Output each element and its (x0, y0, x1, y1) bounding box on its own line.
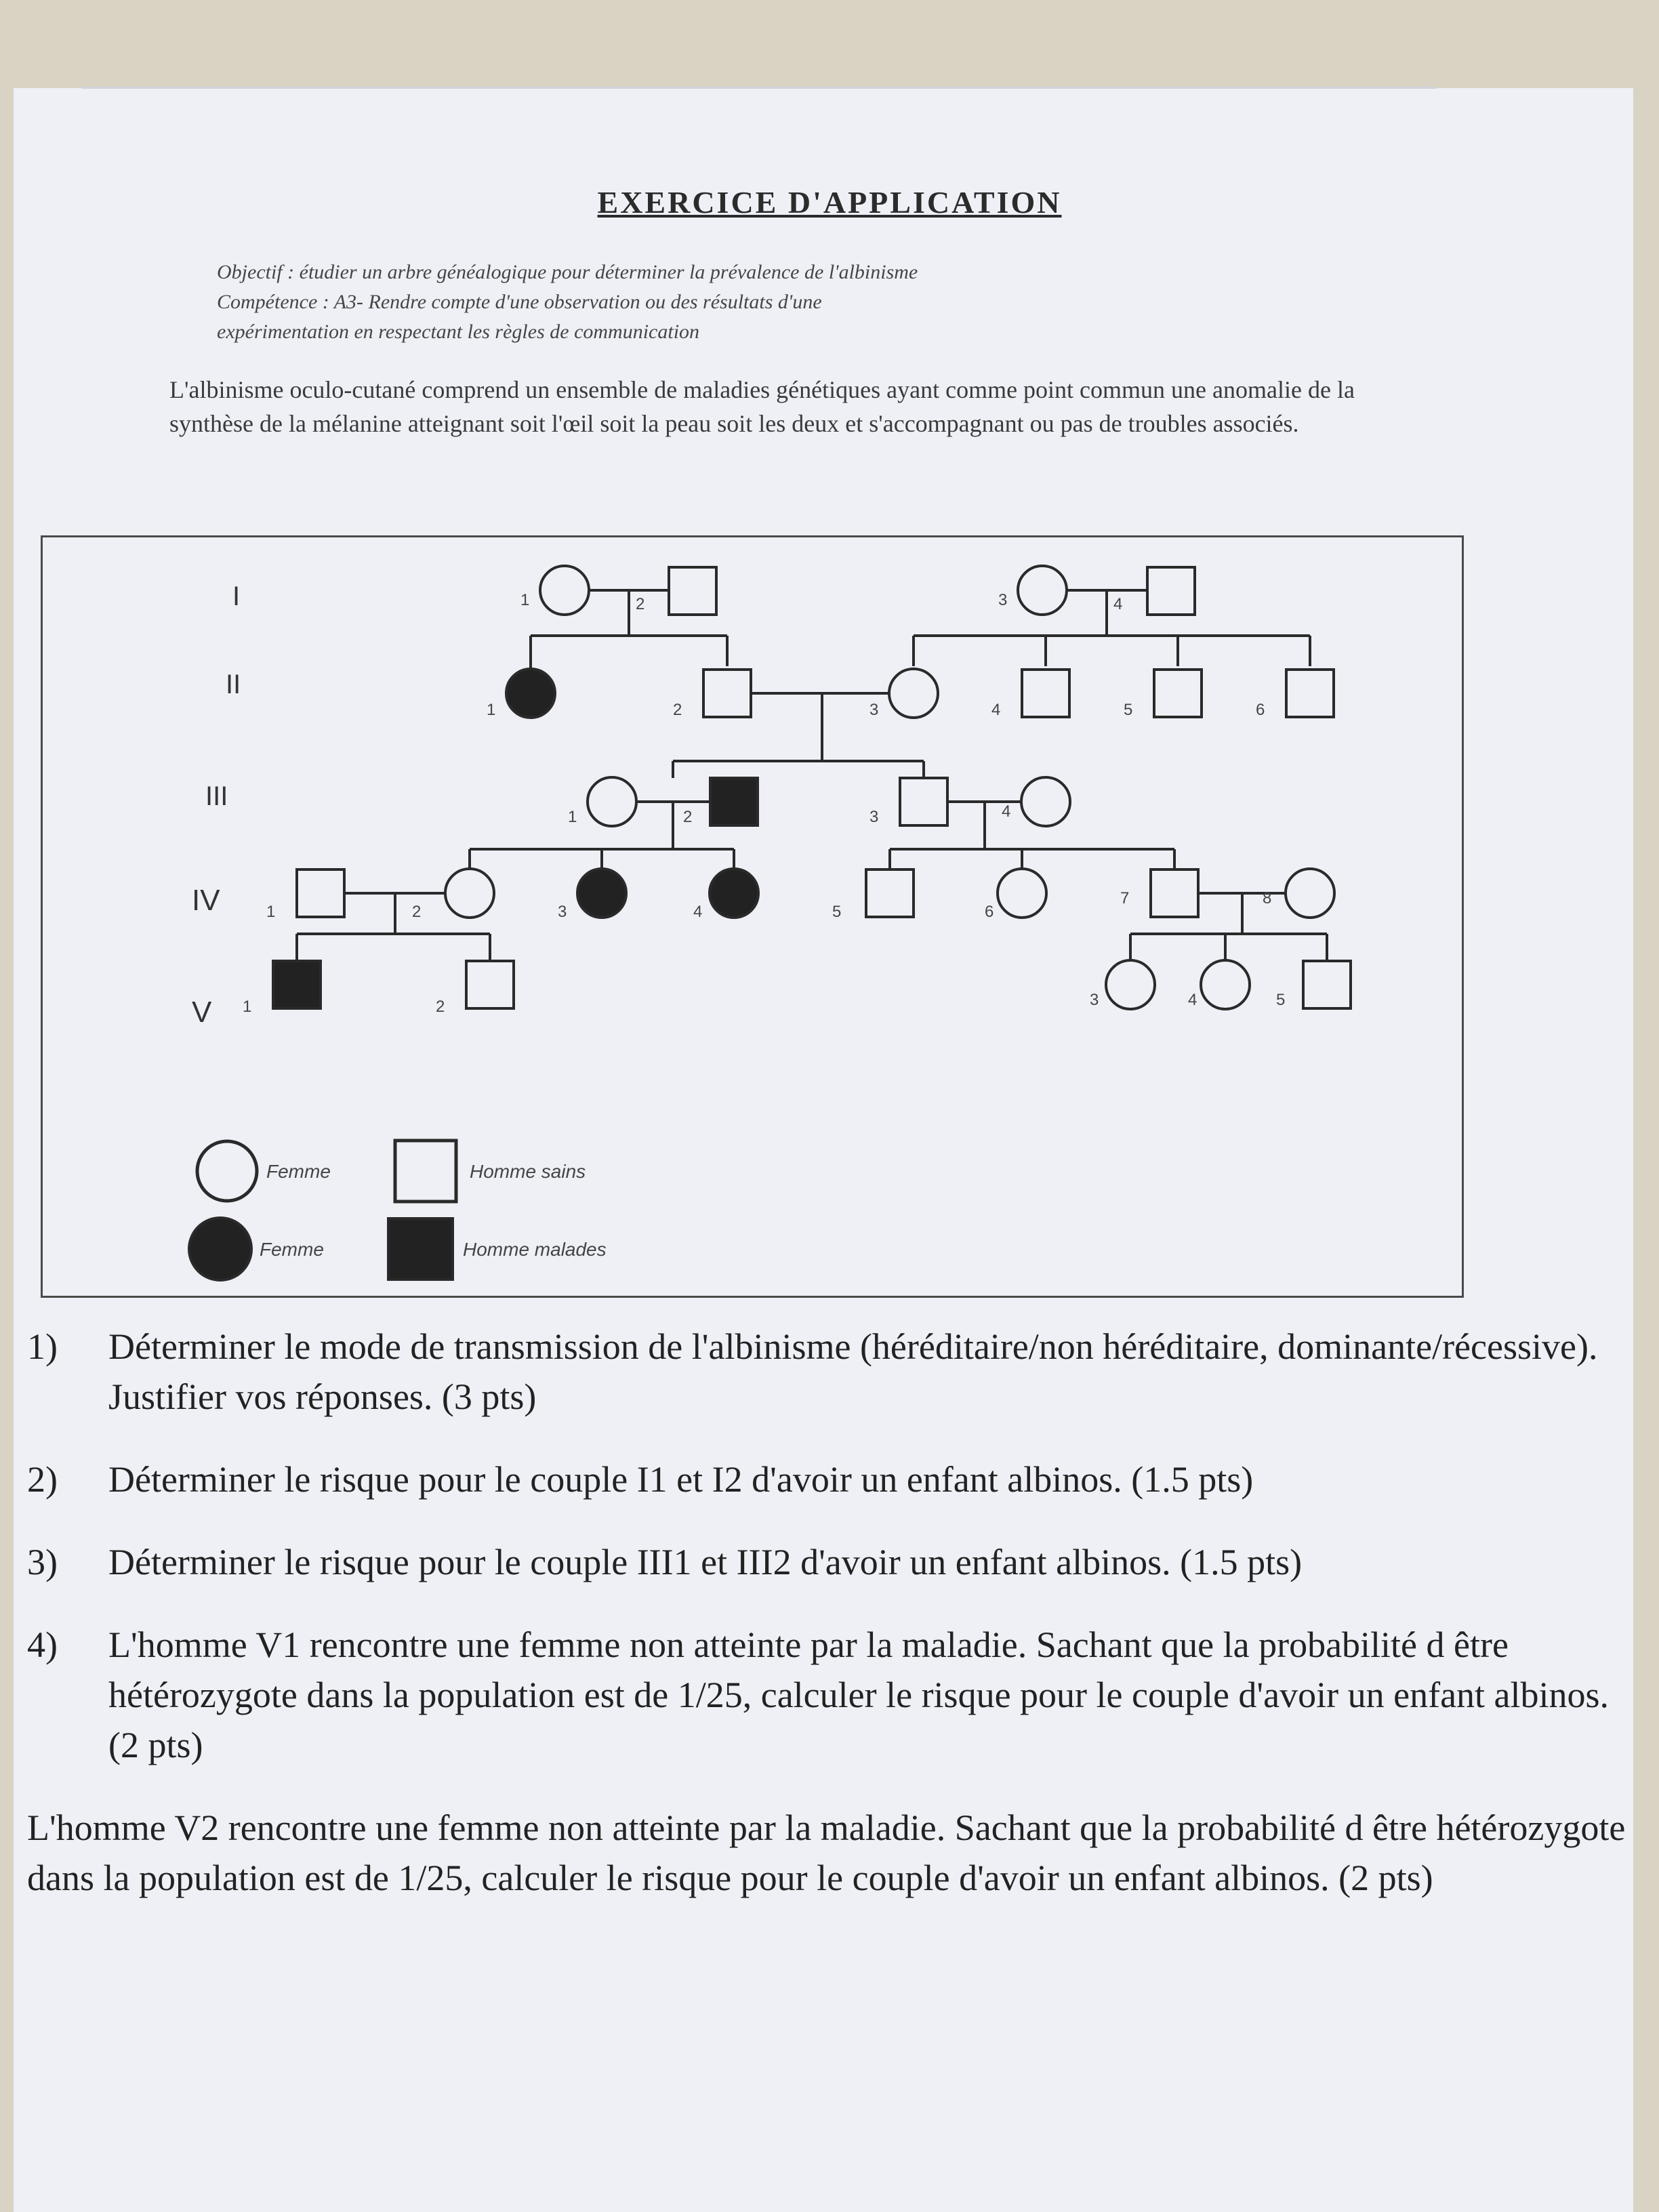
V2-num: 2 (436, 998, 445, 1016)
IV2-num: 2 (412, 903, 422, 921)
I4-male (1147, 567, 1195, 615)
question-text: L'homme V2 rencontre une femme non atteinte par la maladie. Sachant que la probabilité d être hétérozygote dans la population est de 1/25, calculer le risque pour le couple d'avoir un enfant albinos. (2 pts) (27, 1807, 1626, 1898)
IV1-num: 1 (266, 903, 276, 921)
III1-num: 1 (568, 808, 577, 826)
question-2 (27, 1454, 1640, 1504)
II2-male (703, 670, 751, 717)
question-number: 3) (27, 1542, 58, 1582)
II4-male (1022, 670, 1069, 717)
IV6-num: 6 (985, 903, 994, 921)
II3-num: 3 (869, 701, 879, 719)
gen-label-III: III (205, 781, 228, 811)
V3-female (1106, 960, 1155, 1009)
I2-num: 2 (636, 595, 645, 613)
intro-paragraph: L'albinisme oculo-cutané comprend un ensemble de maladies génétiques ayant comme point commun une anomalie de la synthèse de la mélanine atteignant soit l'œil soit la peau soit les deux et s'accompagnant ou pas de troubles associés. (169, 376, 1355, 437)
II2-num: 2 (673, 701, 682, 719)
gen-label-II: II (226, 670, 241, 699)
IV5-male (866, 869, 914, 917)
II6-male (1286, 670, 1334, 717)
II5-num: 5 (1124, 701, 1133, 719)
competence-line: Compétence : A3- Rendre compte d'une observation ou des résultats d'une (217, 291, 822, 313)
legend-affected-female: Femme (260, 1239, 324, 1260)
II5-male (1154, 670, 1202, 717)
IV8-female (1286, 869, 1334, 918)
objective-block (217, 258, 1369, 347)
gen-label-I: I (232, 581, 241, 611)
question-text: Déterminer le mode de transmission de l'albinisme (héréditaire/non héréditaire, dominante/récessive). Justifier vos réponses. (3 pts) (108, 1326, 1598, 1417)
V4-female (1201, 960, 1250, 1009)
sheet-edge (81, 87, 1437, 89)
pedigree-svg (43, 537, 1466, 1300)
IV7-male (1151, 869, 1198, 917)
III1-female (588, 777, 636, 826)
IV5-num: 5 (832, 903, 842, 921)
III2-num: 2 (683, 808, 693, 826)
II6-num: 6 (1256, 701, 1265, 719)
I1-num: 1 (520, 591, 530, 609)
I4-num: 4 (1113, 595, 1123, 613)
IV1-male (297, 869, 344, 917)
legend-affected-male: Homme malades (463, 1239, 607, 1260)
II1-female-affected (506, 669, 555, 718)
pedigree-chart (41, 535, 1464, 1298)
legend-healthy-male: Homme sains (470, 1161, 586, 1182)
III4-num: 4 (1002, 802, 1011, 821)
V1-num: 1 (243, 998, 252, 1016)
IV8-num: 8 (1263, 889, 1272, 907)
objective-line: Objectif : étudier un arbre généalogique pour déterminer la prévalence de l'albinisme (217, 261, 918, 283)
I2-male (669, 567, 716, 615)
questions-list (27, 1322, 1640, 1936)
legend-healthy-female: Femme (266, 1161, 331, 1182)
I1-female (540, 566, 589, 615)
question-number: 4) (27, 1624, 58, 1665)
V1-male-affected (273, 961, 321, 1008)
II3-female (889, 669, 938, 718)
III4-female (1021, 777, 1070, 826)
V5-male (1303, 961, 1351, 1008)
IV2-female (445, 869, 494, 918)
II4-num: 4 (991, 701, 1001, 719)
IV3-female-affected (577, 869, 626, 918)
gen-label-IV: IV (192, 884, 220, 917)
question-5 (27, 1803, 1640, 1903)
I3-female (1018, 566, 1067, 615)
legend-healthy-male-icon (395, 1141, 456, 1202)
V2-male (466, 961, 514, 1008)
IV4-num: 4 (693, 903, 703, 921)
III3-male (900, 778, 947, 825)
V4-num: 4 (1188, 991, 1197, 1009)
legend-affected-female-icon (189, 1218, 251, 1280)
legend-affected-male-icon (388, 1218, 453, 1279)
II1-num: 1 (487, 701, 496, 719)
question-text: Déterminer le risque pour le couple I1 et I2 d'avoir un enfant albinos. (1.5 pts) (108, 1459, 1254, 1500)
IV3-num: 3 (558, 903, 567, 921)
IV6-female (998, 869, 1046, 918)
V5-num: 5 (1276, 991, 1286, 1009)
competence-line-cont: expérimentation en respectant les règles de communication (217, 321, 700, 343)
question-number: 1) (27, 1326, 58, 1367)
question-3 (27, 1537, 1640, 1587)
question-4 (27, 1620, 1640, 1770)
question-text: Déterminer le risque pour le couple III1 et III2 d'avoir un enfant albinos. (1.5 pts) (108, 1542, 1303, 1582)
question-number: 2) (27, 1459, 58, 1500)
page-title: EXERCICE D'APPLICATION (597, 185, 1062, 220)
IV4-female-affected (710, 869, 758, 918)
legend-healthy-female-icon (197, 1141, 257, 1201)
III2-male-affected (710, 778, 758, 825)
III3-num: 3 (869, 808, 879, 826)
question-text: L'homme V1 rencontre une femme non atteinte par la maladie. Sachant que la probabilité d être hétérozygote dans la population est de 1/25, calculer le risque pour le couple d'avoir un enfant albinos. (2 pts) (108, 1624, 1610, 1765)
IV7-num: 7 (1120, 889, 1130, 907)
I3-num: 3 (998, 591, 1008, 609)
V3-num: 3 (1090, 991, 1099, 1009)
question-1 (27, 1322, 1640, 1422)
gen-label-V: V (192, 996, 212, 1029)
